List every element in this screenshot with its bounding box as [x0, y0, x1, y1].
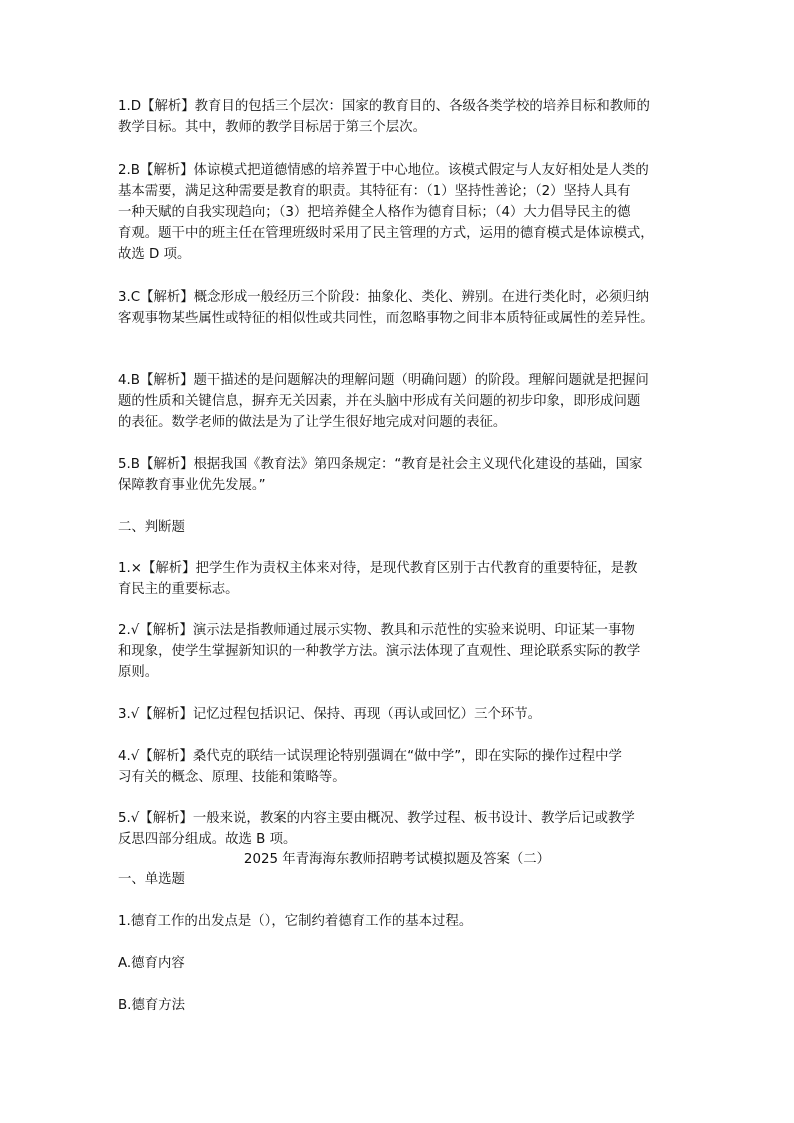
text-line: 和现象，使学生掌握新知识的一种教学方法。演示法体现了直观性、理论联系实际的教学 — [118, 644, 641, 659]
text-line: 反思四部分组成。故选 B 项。 — [118, 832, 297, 847]
text-line: 保障教育事业优先发展。” — [118, 478, 266, 493]
text-line: 1.×【解析】把学生作为责权主体来对待，是现代教育区别于古代教育的重要特征，是教 — [118, 561, 638, 576]
text-line: 客观事物某些属性或特征的相似性或共同性，而忽略事物之间非本质特征或属性的差异性。 — [118, 311, 654, 326]
text-line: 习有关的概念、原理、技能和策略等。 — [118, 770, 346, 785]
question-1: 1.德育工作的出发点是（），它制约着德育工作的基本过程。 — [118, 914, 473, 929]
answer-explanation — [118, 558, 688, 600]
answer-explanation — [118, 704, 688, 725]
text-line: 教学目标。其中，教师的教学目标居于第三个层次。 — [118, 120, 426, 135]
text-line: 故选 D 项。 — [118, 247, 191, 262]
answer-explanation — [118, 454, 688, 496]
text-line: 基本需要，满足这种需要是教育的职责。其特征有：（1）坚持性善论；（2）坚持人具有 — [118, 184, 631, 199]
answer-explanation — [118, 808, 688, 850]
text-line: 3.√【解析】记忆过程包括识记、保持、再现（再认或回忆）三个环节。 — [118, 707, 542, 722]
document-title: 2025 年青海海东教师招聘考试模拟题及答案（二） — [243, 852, 551, 867]
text-line: 3.C【解析】概念形成一般经历三个阶段：抽象化、类化、辨别。在进行类化时，必须归纳 — [118, 290, 649, 305]
answer-explanation — [118, 287, 688, 329]
text-line: 4.B【解析】题干描述的是问题解决的理解问题（明确问题）的阶段。理解问题就是把握问 — [118, 373, 649, 388]
text-line: 2.B【解析】体谅模式把道德情感的培养置于中心地位。该模式假定与人友好相处是人类的 — [118, 163, 649, 178]
answer-explanation — [118, 620, 688, 683]
option-b: B.德育方法 — [118, 998, 186, 1013]
text-line: 育民主的重要标志。 — [118, 582, 239, 597]
text-line: 4.√【解析】桑代克的联结一试误理论特别强调在“做中学”，即在实际的操作过程中学 — [118, 749, 622, 764]
text-line: 题的性质和关键信息，摒弃无关因素，并在头脑中形成有关问题的初步印象，即形成问题 — [118, 394, 641, 409]
text-line: 的表征。数学老师的做法是为了让学生很好地完成对问题的表征。 — [118, 415, 507, 430]
text-line: 5.B【解析】根据我国《教育法》第四条规定：“教育是社会主义现代化建设的基础，国家 — [118, 457, 643, 472]
text-line: 2.√【解析】演示法是指教师通过展示实物、教具和示范性的实验来说明、印证某一事物 — [118, 623, 635, 638]
text-line: 原则。 — [118, 665, 159, 680]
text-line: 育观。题干中的班主任在管理班级时采用了民主管理的方式，运用的德育模式是体谅模式， — [118, 226, 654, 241]
text-line: 1.D【解析】教育目的包括三个层次：国家的教育目的、各级各类学校的培养目标和教师的 — [118, 99, 650, 114]
text-line: 5.√【解析】一般来说，教案的内容主要由概况、教学过程、板书设计、教学后记或教学 — [118, 811, 635, 826]
option-a: A.德育内容 — [118, 956, 185, 971]
section-heading-judgement: 二、判断题 — [118, 520, 185, 535]
answer-explanation — [118, 160, 688, 265]
answer-explanation — [118, 370, 688, 433]
text-line: 一种天赋的自我实现趋向；（3）把培养健全人格作为德育目标；（4）大力倡导民主的德 — [118, 205, 631, 220]
section-heading-single-choice: 一、单选题 — [118, 872, 185, 887]
answer-explanation — [118, 746, 688, 788]
answer-explanation — [118, 96, 688, 138]
